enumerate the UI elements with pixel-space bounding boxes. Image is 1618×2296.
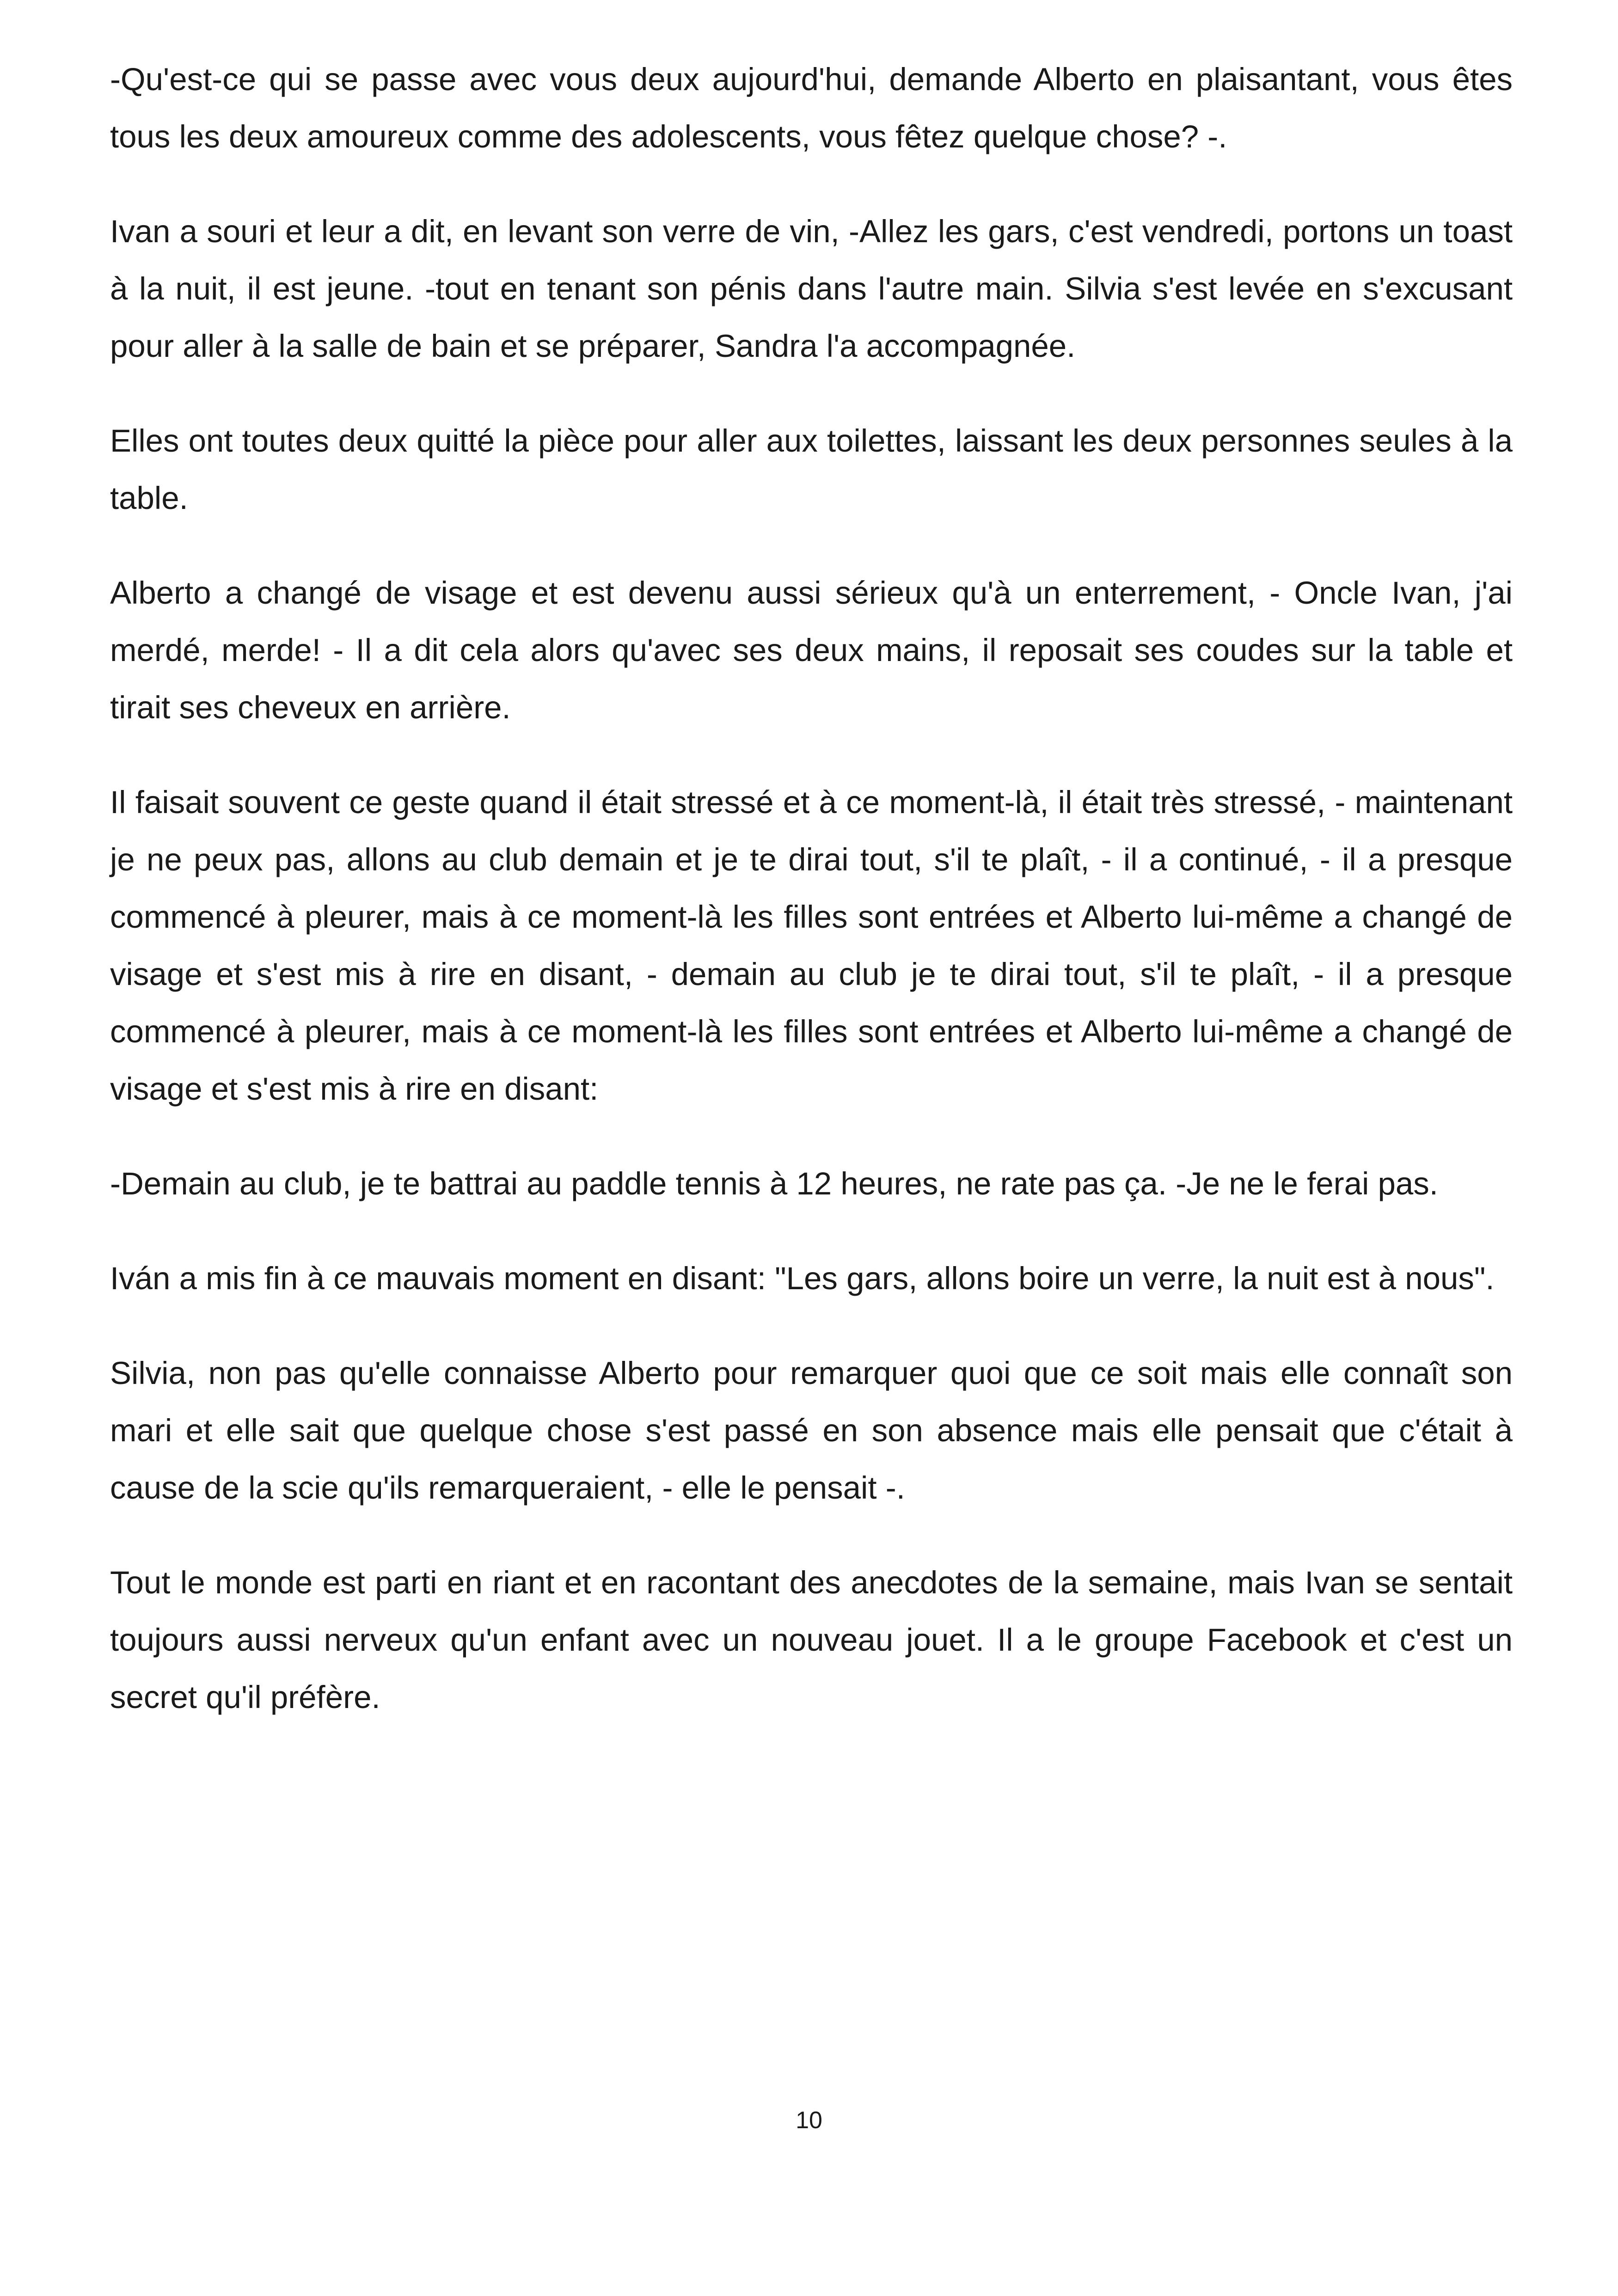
page-number: 10: [796, 2107, 822, 2134]
paragraph-2: Ivan a souri et leur a dit, en levant son verre de vin, -Allez les gars, c'est vendredi, portons un toast à la nuit, il est jeune. -tout en tenant son pénis dans l'autre main. Silvia s'est levée en s'excusant pour aller à la salle de bain et se préparer, Sandra l'a accompagnée.: [110, 214, 1513, 364]
paragraph-6: -Demain au club, je te battrai au paddle tennis à 12 heures, ne rate pas ça. -Je ne le ferai pas.: [110, 1166, 1438, 1201]
paragraph-1: -Qu'est-ce qui se passe avec vous deux aujourd'hui, demande Alberto en plaisantant, vous êtes tous les deux amoureux comme des adolescents, vous fêtez quelque chose? -.: [110, 61, 1513, 154]
paragraph-3: Elles ont toutes deux quitté la pièce pour aller aux toilettes, laissant les deux personnes seules à la table.: [110, 423, 1513, 516]
paragraph-8: Silvia, non pas qu'elle connaisse Alberto pour remarquer quoi que ce soit mais elle connaît son mari et elle sait que quelque chose s'est passé en son absence mais elle pensait que c'était à cause de la scie qu'ils remarqueraient, - elle le pensait -.: [110, 1355, 1513, 1506]
paragraph-7: Iván a mis fin à ce mauvais moment en disant: "Les gars, allons boire un verre, la nuit est à nous".: [110, 1261, 1495, 1296]
paragraph-4: Alberto a changé de visage et est devenu aussi sérieux qu'à un enterrement, - Oncle Ivan, j'ai merdé, merde! - Il a dit cela alors qu'avec ses deux mains, il reposait ses coudes sur la table et tirait ses cheveux en arrière.: [110, 575, 1513, 725]
paragraph-5: Il faisait souvent ce geste quand il était stressé et à ce moment-là, il était très stressé, - maintenant je ne peux pas, allons au club demain et je te dirai tout, s'il te plaît, - il a continué, - il a presque commencé à pleurer, mais à ce moment-là les filles sont entrées et Alberto lui-même a changé de visage et s'est mis à rire en disant, - demain au club je te dirai tout, s'il te plaît, - il a presque commencé à pleurer, mais à ce moment-là les filles sont entrées et Alberto lui-même a changé de visage et s'est mis à rire en disant:: [110, 784, 1513, 1107]
paragraph-9: Tout le monde est parti en riant et en racontant des anecdotes de la semaine, mais Ivan se sentait toujours aussi nerveux qu'un enfant avec un nouveau jouet. Il a le groupe Facebook et c'est un secret qu'il préfère.: [110, 1565, 1513, 1715]
body-text: [110, 51, 1513, 1726]
